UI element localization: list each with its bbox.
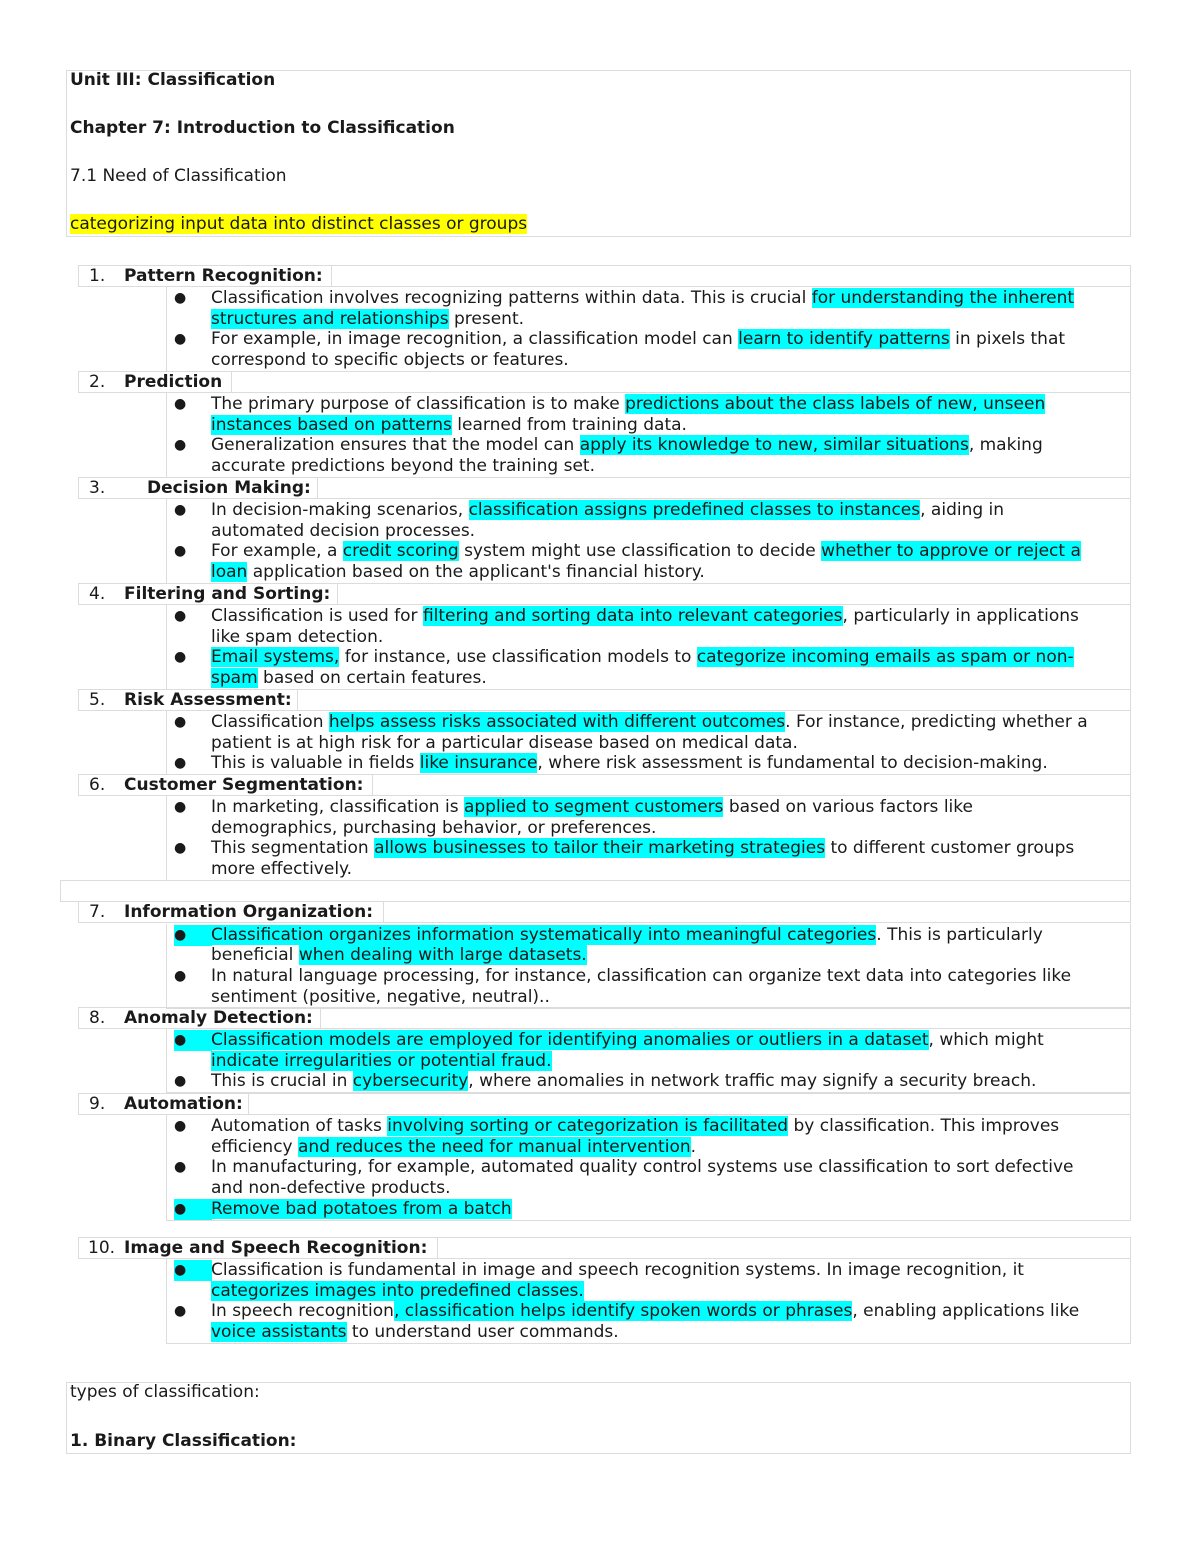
highlighted-phrase: whether to approve or reject a: [821, 541, 1081, 561]
bullet-icon: ●: [174, 714, 187, 730]
text-span: , making: [968, 435, 1043, 455]
bullet-line-text: [211, 309, 524, 330]
text-span: In speech recognition: [211, 1301, 394, 1321]
text-span: , where anomalies in network traffic may signify a security breach.: [468, 1071, 1037, 1091]
bullet-line-text: [211, 1281, 584, 1302]
highlighted-phrase: loan: [211, 562, 248, 582]
item-number: 6.: [89, 775, 106, 795]
bullet-icon: ●: [174, 968, 187, 984]
highlighted-phrase: allows businesses to tailor their marketing strategies: [374, 838, 826, 858]
text-span: For example, in image recognition, a classification model can: [211, 329, 739, 349]
text-span: This segmentation: [211, 838, 375, 858]
text-span: based on various factors like: [723, 797, 973, 817]
text-span: In decision-making scenarios,: [211, 500, 469, 520]
text-span: present.: [448, 309, 525, 329]
highlighted-phrase: categorize incoming emails as spam or non-: [696, 647, 1074, 667]
bullet-line-text: [211, 350, 569, 371]
unit-title: Unit III: Classification: [70, 70, 276, 90]
bullet-line-text: [211, 647, 1074, 668]
text-span: application based on the applicant's financial history.: [247, 562, 705, 582]
item-number: 8.: [89, 1008, 106, 1028]
item-number: 9.: [89, 1094, 106, 1114]
bullet-line-text: [211, 1071, 1036, 1092]
bullet-line-text: [211, 668, 487, 689]
bullet-line-text: [211, 1157, 1074, 1178]
highlighted-phrase: voice assistants: [211, 1322, 347, 1342]
item-number: 1.: [89, 266, 106, 286]
header-box: [66, 70, 1131, 237]
text-span: learned from training data.: [451, 415, 687, 435]
highlighted-phrase: Classification models are employed: [211, 1030, 519, 1050]
text-span: efficiency: [211, 1137, 299, 1157]
text-span: Classification is used for: [211, 606, 423, 626]
highlighted-phrase: like insurance: [419, 753, 538, 773]
bullet-line-text: [211, 394, 1045, 415]
text-span: , which might: [928, 1030, 1044, 1050]
bullet-icon: ●: [174, 396, 187, 412]
highlighted-phrase: Classification: [211, 925, 329, 945]
bullet-icon: ●: [174, 799, 187, 815]
binary-classification-heading: 1. Binary Classification:: [70, 1431, 297, 1451]
text-span: sentiment (positive, negative, neutral)..: [211, 987, 550, 1007]
highlighted-phrase: helps assess risks associated with different outcomes: [328, 712, 786, 732]
text-span: in pixels that: [949, 329, 1066, 349]
text-span: , particularly in applications: [842, 606, 1079, 626]
item-title: Image and Speech Recognition:: [124, 1238, 428, 1258]
types-label: types of classification:: [70, 1382, 260, 1402]
item-number: 7.: [89, 902, 106, 922]
bullet-line-text: [211, 1030, 1044, 1051]
bullet-icon: ●: [174, 1199, 212, 1220]
text-span: to understand user commands.: [346, 1322, 619, 1342]
text-span: patient is at high risk for a particular disease based on medical data.: [211, 733, 798, 753]
bullet-icon: ●: [174, 925, 212, 946]
bullet-line-text: [211, 500, 1004, 521]
item-number: 5.: [89, 690, 106, 710]
text-span: , where risk assessment is fundamental to decision-making.: [537, 753, 1048, 773]
item-number: 4.: [89, 584, 106, 604]
item-number: 3.: [89, 478, 106, 498]
highlighted-phrase: structures and relationships: [211, 309, 449, 329]
bullet-line-text: [211, 1178, 450, 1199]
text-span: Classification is fundamental in image and speech recognition systems. In image recognition, it: [211, 1260, 1024, 1280]
text-span: and non-defective products.: [211, 1178, 451, 1198]
item-title: Pattern Recognition:: [124, 266, 323, 286]
bullet-line-text: [211, 606, 1079, 627]
item-title: Customer Segmentation:: [124, 775, 364, 795]
text-span: system might use classification to decide: [458, 541, 822, 561]
highlighted-phrase: involving sorting or categorization is facilitated: [387, 1116, 789, 1136]
bullet-line-text: [211, 925, 1043, 946]
text-span: Classification: [211, 712, 329, 732]
bullet-icon: ●: [174, 331, 187, 347]
highlighted-phrase: filtering and sorting data into relevant categories: [422, 606, 843, 626]
text-span: like spam detection.: [211, 627, 384, 647]
text-span: correspond to specific objects or features.: [211, 350, 569, 370]
bullet-icon: ●: [174, 1260, 212, 1281]
definition-text: [70, 214, 527, 235]
text-span: . For instance, predicting whether a: [785, 712, 1088, 732]
bullet-line-text: [211, 859, 352, 880]
bullet-line-text: [211, 733, 798, 754]
bullet-line-text: [211, 1051, 552, 1072]
bullet-line-text: [211, 456, 595, 477]
highlighted-phrase: for understanding the inherent: [811, 288, 1075, 308]
item-title: Anomaly Detection:: [124, 1008, 313, 1028]
bullet-icon: ●: [174, 608, 187, 624]
text-span: In natural language processing, for instance, classification can organize text data into categories like: [211, 966, 1072, 986]
bullet-line-text: [211, 1199, 512, 1220]
bullet-line-text: [211, 1137, 696, 1158]
text-span: beneficial: [211, 945, 299, 965]
bullet-line-text: [211, 1301, 1079, 1322]
item-title: Automation:: [124, 1094, 243, 1114]
section-separator: [60, 880, 1131, 902]
item-number: 10.: [88, 1238, 116, 1258]
bullet-line-text: [211, 329, 1065, 350]
bullet-line-text: [211, 1116, 1059, 1137]
highlighted-phrase: applied to segment customers: [463, 797, 724, 817]
bullet-line-text: [211, 712, 1088, 733]
highlighted-phrase: and reduces the need for manual intervention: [298, 1137, 691, 1157]
bullet-line-text: [211, 521, 475, 542]
item-title: Decision Making:: [147, 478, 311, 498]
highlighted-phrase: Remove bad potatoes from a batch: [211, 1199, 512, 1219]
chapter-title: Chapter 7: Introduction to Classification: [70, 118, 455, 138]
highlighted-phrase: when dealing with large datasets.: [298, 945, 587, 965]
highlighted-phrase: indicate irregularities or potential fraud.: [211, 1051, 552, 1071]
definition-highlight: categorizing input data into distinct classes or groups: [70, 214, 528, 234]
item-title: Filtering and Sorting:: [124, 584, 331, 604]
text-span: based on certain features.: [257, 668, 487, 688]
bullet-line-text: [211, 945, 587, 966]
bullet-icon: ●: [174, 1303, 187, 1319]
text-span: , aiding in: [920, 500, 1005, 520]
highlighted-phrase: categorizes images into predefined classes.: [211, 1281, 584, 1301]
item-number: 2.: [89, 372, 106, 392]
item-title: Information Organization:: [124, 902, 374, 922]
bullet-line-text: [211, 966, 1071, 987]
bullet-line-text: [211, 415, 687, 436]
text-span: This is valuable in fields: [211, 753, 420, 773]
bullet-line-text: [211, 797, 973, 818]
text-span: . This is particularly: [876, 925, 1043, 945]
section-title: 7.1 Need of Classification: [70, 166, 287, 186]
highlighted-phrase: , classification helps identify spoken words or phrases: [393, 1301, 853, 1321]
text-span: more effectively.: [211, 859, 353, 879]
item-heading-box: [78, 371, 1131, 393]
bullet-line-text: [211, 1322, 619, 1343]
bullet-icon: ●: [174, 1118, 187, 1134]
bullet-line-text: [211, 627, 383, 648]
highlighted-phrase: classification assigns predefined classes to instances: [468, 500, 921, 520]
bullet-line-text: [211, 838, 1074, 859]
bullet-icon: ●: [174, 543, 187, 559]
text-span: The primary purpose of classification is to make: [211, 394, 626, 414]
text-span: Automation of tasks: [211, 1116, 388, 1136]
item-title: Risk Assessment:: [124, 690, 292, 710]
text-span: For example, a: [211, 541, 343, 561]
bullet-icon: ●: [174, 502, 187, 518]
bullet-line-text: [211, 562, 705, 583]
highlighted-phrase: credit scoring: [342, 541, 459, 561]
text-span: Generalization ensures that the model can: [211, 435, 580, 455]
highlighted-phrase: for identifying anomalies or outliers in a dataset: [518, 1030, 929, 1050]
highlighted-phrase: apply its knowledge to new, similar situations: [579, 435, 969, 455]
bullet-icon: ●: [174, 649, 187, 665]
text-span: by classification. This improves: [788, 1116, 1060, 1136]
highlighted-phrase: organizes information systematically into meaningful categories: [328, 925, 877, 945]
item-title: Prediction: [124, 372, 223, 392]
text-span: .: [690, 1137, 697, 1157]
text-span: In marketing, classification is: [211, 797, 464, 817]
highlighted-phrase: instances based on patterns: [211, 415, 452, 435]
text-span: to different customer groups: [825, 838, 1075, 858]
bullet-icon: ●: [174, 840, 187, 856]
bullet-icon: ●: [174, 755, 187, 771]
bullet-line-text: [211, 987, 550, 1008]
text-span: , enabling applications like: [852, 1301, 1080, 1321]
highlighted-phrase: Email systems,: [211, 647, 340, 667]
bullet-icon: ●: [174, 290, 187, 306]
highlighted-phrase: spam: [211, 668, 258, 688]
highlighted-phrase: predictions about the class labels of new, unseen: [625, 394, 1046, 414]
bullet-line-text: [211, 541, 1081, 562]
bullet-line-text: [211, 753, 1048, 774]
bullet-icon: ●: [174, 1159, 187, 1175]
bullet-line-text: [211, 818, 656, 839]
bullet-icon: ●: [174, 1073, 187, 1089]
text-span: accurate predictions beyond the training set.: [211, 456, 596, 476]
text-span: demographics, purchasing behavior, or preferences.: [211, 818, 657, 838]
text-span: This is crucial in: [211, 1071, 353, 1091]
text-span: Classification involves recognizing patterns within data. This is crucial: [211, 288, 812, 308]
bullet-icon: ●: [174, 437, 187, 453]
text-span: In manufacturing, for example, automated quality control systems use classification to sort defective: [211, 1157, 1074, 1177]
highlighted-phrase: learn to identify patterns: [738, 329, 950, 349]
bullet-line-text: [211, 435, 1043, 456]
highlighted-phrase: cybersecurity: [352, 1071, 469, 1091]
bullet-icon: ●: [174, 1030, 212, 1051]
bullet-line-text: [211, 1260, 1024, 1281]
text-span: for instance, use classification models to: [339, 647, 697, 667]
bullet-line-text: [211, 288, 1074, 309]
text-span: automated decision processes.: [211, 521, 476, 541]
